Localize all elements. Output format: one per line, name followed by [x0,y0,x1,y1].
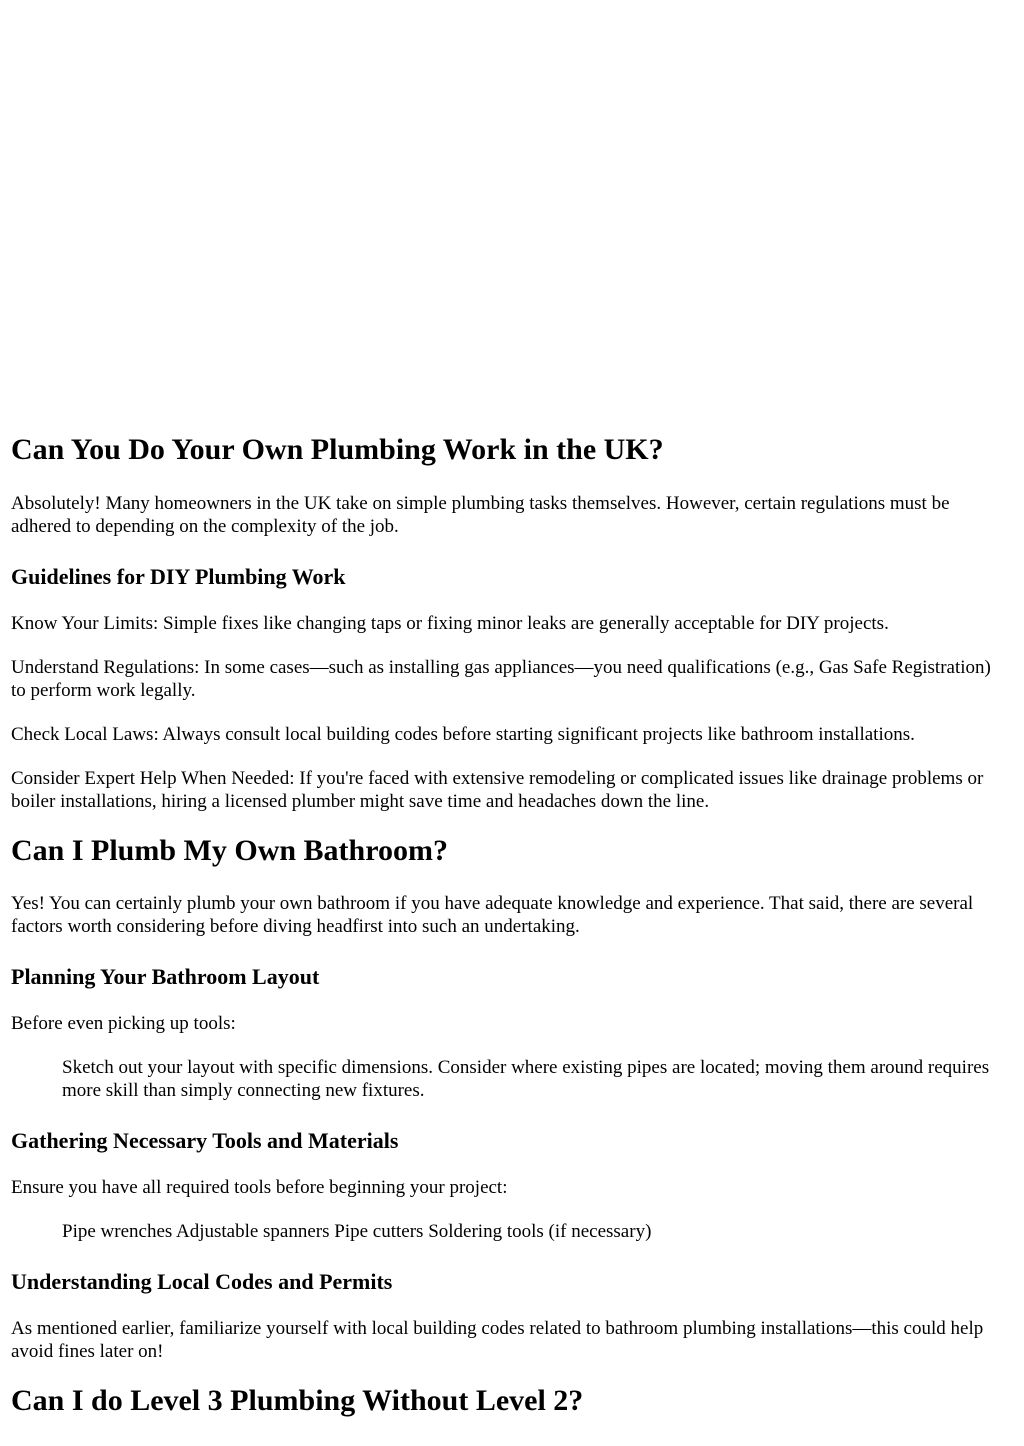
section-heading-plumb-bathroom: Can I Plumb My Own Bathroom? [11,834,448,867]
paragraph-understand-regulations: Understand Regulations: In some cases—such as installing gas appliances—you need qualifications (e.g., Gas Safe Registration) to perform work legally. [11,657,991,701]
paragraph-familiarize-codes: As mentioned earlier, familiarize yourself with local building codes related to bathroom plumbing installations—this could help avoid fines later on! [11,1318,984,1362]
subheading-diy-guidelines: Guidelines for DIY Plumbing Work [11,564,346,589]
paragraph-expert-help: Consider Expert Help When Needed: If you're faced with extensive remodeling or complicated issues like drainage problems or boiler installations, hiring a licensed plumber might save time and headaches down the line. [11,768,984,812]
subheading-planning-layout: Planning Your Bathroom Layout [11,964,320,989]
section-heading-diy-uk: Can You Do Your Own Plumbing Work in the UK? [11,433,664,466]
section-intro-plumb-bathroom: Yes! You can certainly plumb your own bathroom if you have adequate knowledge and experience. That said, there are several factors worth considering before diving headfirst into such an undertaking. [11,893,974,937]
section-heading-level-3: Can I do Level 3 Plumbing Without Level 2? [11,1384,584,1417]
blank-image-area [11,0,1009,430]
subheading-gathering-tools: Gathering Necessary Tools and Materials [11,1128,399,1153]
article [11,0,1009,1419]
paragraph-know-limits: Know Your Limits: Simple fixes like changing taps or fixing minor leaks are generally acceptable for DIY projects. [11,613,889,634]
paragraph-ensure-tools: Ensure you have all required tools before beginning your project: [11,1177,508,1198]
indented-sketch-layout: Sketch out your layout with specific dimensions. Consider where existing pipes are located; moving them around requires more skill than simply connecting new fixtures. [62,1057,990,1101]
section-intro-diy-uk: Absolutely! Many homeowners in the UK take on simple plumbing tasks themselves. However, certain regulations must be adhered to depending on the complexity of the job. [11,493,950,537]
subheading-codes-permits: Understanding Local Codes and Permits [11,1269,393,1294]
indented-tool-list: Pipe wrenches Adjustable spanners Pipe cutters Soldering tools (if necessary) [62,1221,652,1242]
paragraph-before-tools: Before even picking up tools: [11,1013,236,1034]
paragraph-check-local-laws: Check Local Laws: Always consult local building codes before starting significant projects like bathroom installations. [11,724,915,745]
